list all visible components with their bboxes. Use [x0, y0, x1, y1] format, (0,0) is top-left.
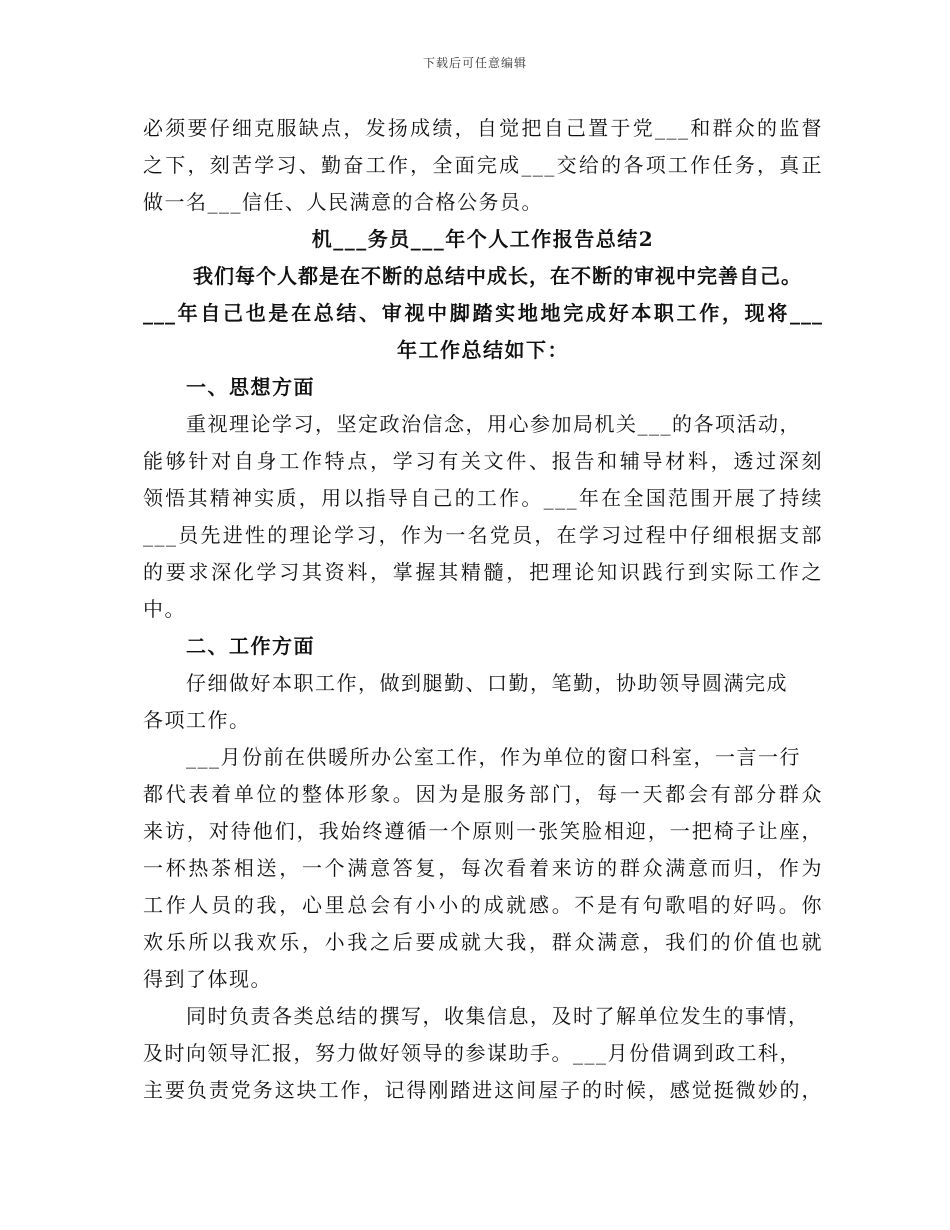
- section2-para2-line-2: 都代表着单位的整体形象。因为是服务部门，每一天都会有部分群众: [143, 782, 823, 806]
- section1-heading: 一、思想方面: [186, 375, 315, 399]
- intro-line-2: 之下，刻苦学习、勤奋工作，全面完成___交给的各项工作任务，真正: [143, 153, 823, 177]
- section1-line-3: 领悟其精神实质，用以指导自己的工作。___年在全国范围开展了持续: [143, 486, 823, 510]
- lead-line-3: 年工作总结如下：: [397, 338, 569, 362]
- page-header: 下载后可任意编辑: [422, 56, 527, 70]
- section2-para2-line-4: 一杯热茶相送，一个满意答复，每次看着来访的群众满意而归，作为: [143, 856, 823, 880]
- lead-line-2: ___年自己也是在总结、审视中脚踏实地地完成好本职工作，现将___: [143, 301, 823, 325]
- section2-para2-line-7: 得到了体现。: [143, 967, 272, 991]
- intro-line-3: 做一名___信任、人民满意的合格公务员。: [143, 190, 543, 214]
- document-body: [143, 110, 823, 1109]
- section2-para3-line-3: 主要负责党务这块工作，记得刚踏进这间屋子的时候，感觉挺微妙的，: [143, 1078, 823, 1102]
- document-title: 机___务员___年个人工作报告总结2: [311, 227, 655, 251]
- section2-para1-line-1: 仔细做好本职工作，做到腿勤、口勤，笔勤，协助领导圆满完成: [186, 671, 788, 695]
- section1-line-2: 能够针对自身工作特点，学习有关文件、报告和辅导材料，透过深刻: [143, 449, 823, 473]
- section2-para2-line-6: 欢乐所以我欢乐，小我之后要成就大我，群众满意，我们的价值也就: [143, 930, 823, 954]
- section2-para3-line-2: 及时向领导汇报，努力做好领导的参谋助手。___月份借调到政工科，: [143, 1041, 801, 1065]
- intro-line-1: 必须要仔细克服缺点，发扬成绩，自觉把自己置于党___和群众的监督: [143, 116, 823, 140]
- section2-para2-line-3: 来访，对待他们，我始终遵循一个原则一张笑脸相迎，一把椅子让座，: [143, 819, 823, 843]
- section1-line-5: 的要求深化学习其资料，掌握其精髓，把理论知识践行到实际工作之: [143, 560, 823, 584]
- section2-para2-line-5: 工作人员的我，心里总会有小小的成就感。不是有句歌唱的好吗。你: [143, 893, 823, 917]
- section2-para3-line-1: 同时负责各类总结的撰写，收集信息，及时了解单位发生的事情，: [186, 1004, 810, 1028]
- section1-line-6: 中。: [143, 597, 186, 621]
- section2-para1-line-2: 各项工作。: [143, 708, 251, 732]
- lead-line-1: 我们每个人都是在不断的总结中成长，在不断的审视中完善自己。: [193, 264, 802, 288]
- section2-heading: 二、工作方面: [186, 634, 315, 658]
- section1-line-1: 重视理论学习，坚定政治信念，用心参加局机关___的各项活动，: [186, 412, 801, 436]
- section1-line-4: ___员先进性的理论学习，作为一名党员，在学习过程中仔细根据支部: [143, 523, 823, 547]
- section2-para2-line-1: ___月份前在供暖所办公室工作，作为单位的窗口科室，一言一行: [186, 745, 801, 769]
